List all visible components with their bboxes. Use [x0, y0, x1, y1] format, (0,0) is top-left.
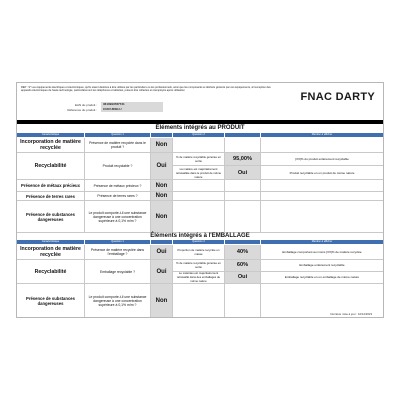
row-question: Présence de terres rares ? — [85, 192, 151, 200]
sub-question: Le matériau est majoritairement retravaillé dans des emballages de même nature — [173, 272, 225, 284]
table-row — [17, 192, 383, 201]
row-question: Produit recyclable ? — [85, 153, 151, 179]
row-label: Présence de substances dangereuses — [17, 201, 85, 232]
sub-question: % de matière recyclable générée en sortie — [173, 153, 225, 165]
row-answer: Oui — [151, 153, 173, 179]
row-question: Présence de matière recyclée dans le produit ? — [85, 138, 151, 152]
ean-value: 3610993787731 — [101, 102, 163, 106]
col-mention: Mention à afficher — [311, 133, 333, 136]
row-question: Présence de métaux précieux ? — [85, 180, 151, 191]
ean-label: EAN du produit : — [74, 102, 97, 107]
sub-question: % de matière recyclable générée en sortie — [173, 260, 225, 271]
regulation-intro: REP : 9° Les équipements électriques et électroniques, qu'ils soient destinés à être utilisés par les particuliers ou les professionnels, ainsi que les composants et déchets générés par ces équipements, à l'exception des appareils électroniques de haute technologie, particulièrement les téléphones et tablettes, puisent être collectés et réemployés après utilisation — [21, 86, 271, 93]
table-row — [17, 138, 383, 153]
col-answer-2 — [225, 240, 261, 244]
row-question: Le produit comporte-t-il une substance dangereuse à une concentration supérieure à 0,1% m/m ? — [85, 201, 151, 232]
table-row — [17, 284, 383, 317]
product-table-header — [17, 133, 383, 137]
row-answer: Non — [151, 192, 173, 200]
sheet-header — [17, 83, 383, 119]
row-answer: Oui — [151, 260, 173, 283]
row-answer: Oui — [151, 245, 173, 259]
col-mention: Mention à afficher — [311, 240, 333, 243]
table-row — [17, 201, 383, 233]
row-question-2: Proportion de matière recyclée en masse — [173, 245, 225, 259]
sub-answer: 60% — [225, 260, 261, 271]
reference-label: Référence du produit : — [67, 107, 97, 112]
col-characteristic: Caractéristique — [17, 133, 85, 137]
sub-mention: Produit recyclable en un produit de même nature — [289, 170, 355, 175]
product-section-title: Éléments intégrés au PRODUIT — [155, 125, 245, 131]
sub-mention: Emballage entièrement recyclable — [299, 263, 345, 268]
sub-mention: [XX]% du produit entièrement recyclable — [295, 157, 349, 161]
sub-answer: 95,00% — [225, 153, 261, 165]
row-question: Le produit comporte-t-il une substance dangereuse à une concentration supérieure à 0,1% m/m ? — [85, 284, 151, 317]
row-label: Présence de métaux précieux — [17, 180, 85, 191]
row-mention: Emballage comportant au moins [XX]% de matière recyclée — [282, 250, 362, 254]
row-answer: Non — [151, 180, 173, 191]
row-label: Présence de terres rares — [17, 192, 85, 200]
row-answer-2: 40% — [225, 245, 261, 259]
row-label: Incorporation de matière recyclée — [17, 245, 85, 259]
row-answer: Non — [151, 284, 173, 317]
col-question-1: Question 1 — [85, 133, 151, 137]
row-question: Présence de matière recyclée dans l'emballage ? — [85, 245, 151, 259]
col-answer-1 — [151, 240, 173, 244]
sub-mention: Emballage recyclable en un emballage de même nature — [284, 275, 360, 280]
col-question-2: Question 2 — [173, 240, 225, 244]
row-label: Incorporation de matière recyclée — [17, 138, 85, 152]
sub-answer: Oui — [225, 166, 261, 179]
col-answer-1 — [151, 133, 173, 137]
fnac-darty-logo: FNAC DARTY — [300, 91, 375, 103]
table-row — [17, 260, 383, 284]
row-question: Emballage recyclable ? — [85, 260, 151, 283]
header-divider — [17, 120, 383, 124]
table-row — [17, 153, 383, 180]
last-updated: Dernière mise à jour : 16/12/2023 — [330, 312, 372, 316]
row-answer: Non — [151, 138, 173, 152]
product-identifiers — [57, 102, 163, 112]
table-row — [17, 245, 383, 260]
row-label: Présence de substances dangereuses — [17, 284, 85, 317]
col-answer-2 — [225, 133, 261, 137]
packaging-table-header — [17, 240, 383, 244]
product-info-sheet — [16, 82, 384, 318]
row-label: Recyclabilité — [17, 260, 85, 283]
col-question-2: Question 2 — [173, 133, 225, 137]
row-label: Recyclabilité — [17, 153, 85, 179]
sub-answer: Oui — [225, 272, 261, 284]
reference-value: CUICUIDELU — [101, 107, 163, 111]
table-row — [17, 180, 383, 192]
sub-question: La matière est majoritairement retravaillée dans le produit de même nature — [173, 166, 225, 179]
col-question-1: Question 1 — [85, 240, 151, 244]
row-answer: Non — [151, 201, 173, 232]
packaging-section-title: Éléments intégrés à l'EMBALLAGE — [150, 233, 250, 239]
col-characteristic: Caractéristique — [17, 240, 85, 244]
